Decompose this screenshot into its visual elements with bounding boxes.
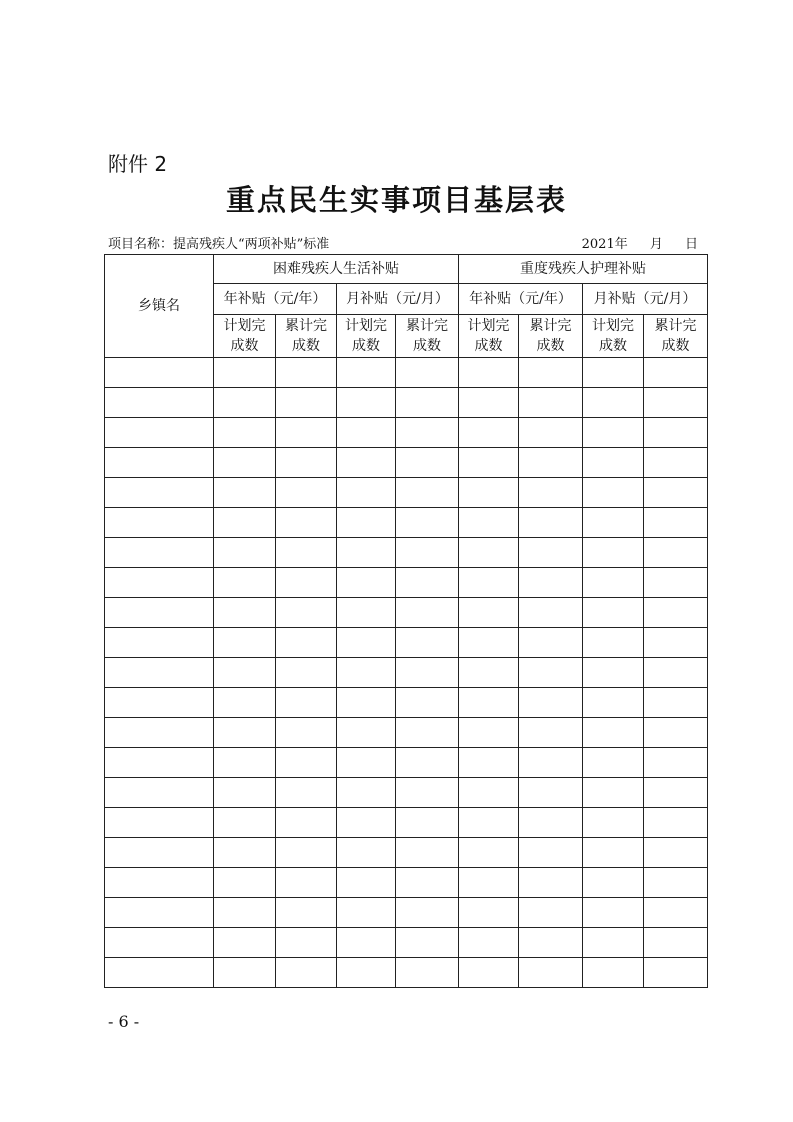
value-cell [644, 508, 708, 538]
value-cell [214, 748, 276, 778]
value-cell [459, 688, 519, 718]
value-cell [459, 748, 519, 778]
column-header: 累计完成数 [519, 315, 583, 358]
value-cell [214, 598, 276, 628]
table-row [105, 928, 708, 958]
value-cell [337, 958, 396, 988]
township-cell [105, 538, 214, 568]
value-cell [583, 508, 644, 538]
group-header-care: 重度残疾人护理补贴 [459, 255, 708, 284]
value-cell [396, 418, 459, 448]
table-row [105, 538, 708, 568]
subgroup-header: 年补贴（元/年） [459, 284, 583, 315]
value-cell [214, 478, 276, 508]
value-cell [519, 568, 583, 598]
township-cell [105, 898, 214, 928]
value-cell [337, 838, 396, 868]
value-cell [644, 718, 708, 748]
value-cell [214, 568, 276, 598]
table-row [105, 778, 708, 808]
value-cell [644, 388, 708, 418]
township-cell [105, 418, 214, 448]
value-cell [337, 508, 396, 538]
table-row [105, 628, 708, 658]
value-cell [214, 538, 276, 568]
value-cell [337, 898, 396, 928]
value-cell [583, 598, 644, 628]
value-cell [583, 778, 644, 808]
value-cell [214, 688, 276, 718]
value-cell [276, 778, 337, 808]
value-cell [459, 628, 519, 658]
value-cell [276, 718, 337, 748]
value-cell [459, 418, 519, 448]
value-cell [459, 898, 519, 928]
township-cell [105, 808, 214, 838]
value-cell [519, 718, 583, 748]
township-cell [105, 598, 214, 628]
value-cell [644, 868, 708, 898]
value-cell [214, 658, 276, 688]
value-cell [583, 538, 644, 568]
value-cell [337, 928, 396, 958]
value-cell [519, 598, 583, 628]
value-cell [276, 628, 337, 658]
value-cell [337, 658, 396, 688]
value-cell [276, 808, 337, 838]
value-cell [583, 388, 644, 418]
value-cell [337, 868, 396, 898]
value-cell [519, 658, 583, 688]
township-cell [105, 448, 214, 478]
value-cell [396, 748, 459, 778]
value-cell [396, 508, 459, 538]
value-cell [519, 628, 583, 658]
value-cell [337, 568, 396, 598]
township-cell [105, 868, 214, 898]
township-cell [105, 478, 214, 508]
township-cell [105, 658, 214, 688]
value-cell [519, 958, 583, 988]
value-cell [337, 418, 396, 448]
value-cell [214, 358, 276, 388]
table-row [105, 568, 708, 598]
value-cell [583, 658, 644, 688]
value-cell [519, 778, 583, 808]
table-row [105, 388, 708, 418]
project-name: 项目名称：提高残疾人“两项补贴”标准 [108, 237, 330, 252]
value-cell [337, 538, 396, 568]
township-cell [105, 568, 214, 598]
value-cell [459, 568, 519, 598]
value-cell [459, 778, 519, 808]
value-cell [519, 418, 583, 448]
value-cell [583, 718, 644, 748]
township-cell [105, 628, 214, 658]
value-cell [459, 838, 519, 868]
value-cell [276, 598, 337, 628]
table-row [105, 958, 708, 988]
township-header: 乡镇名 [105, 255, 214, 358]
subgroup-header: 月补贴（元/月） [583, 284, 708, 315]
value-cell [337, 388, 396, 418]
value-cell [459, 928, 519, 958]
value-cell [583, 928, 644, 958]
value-cell [276, 658, 337, 688]
value-cell [519, 808, 583, 838]
value-cell [459, 958, 519, 988]
value-cell [583, 808, 644, 838]
township-cell [105, 508, 214, 538]
page-number: - 6 - [108, 1012, 140, 1031]
value-cell [276, 928, 337, 958]
value-cell [337, 598, 396, 628]
table-row [105, 688, 708, 718]
value-cell [396, 568, 459, 598]
value-cell [337, 478, 396, 508]
value-cell [583, 478, 644, 508]
value-cell [519, 748, 583, 778]
value-cell [459, 808, 519, 838]
value-cell [396, 958, 459, 988]
table-row [105, 748, 708, 778]
value-cell [276, 688, 337, 718]
value-cell [519, 928, 583, 958]
township-cell [105, 958, 214, 988]
value-cell [396, 448, 459, 478]
value-cell [459, 598, 519, 628]
table-row [105, 838, 708, 868]
value-cell [396, 688, 459, 718]
subgroup-header: 月补贴（元/月） [337, 284, 459, 315]
value-cell [519, 898, 583, 928]
value-cell [396, 628, 459, 658]
value-cell [396, 928, 459, 958]
value-cell [583, 868, 644, 898]
value-cell [644, 808, 708, 838]
table-row [105, 868, 708, 898]
value-cell [396, 478, 459, 508]
value-cell [337, 808, 396, 838]
value-cell [396, 598, 459, 628]
value-cell [459, 388, 519, 418]
value-cell [214, 448, 276, 478]
table-row [105, 598, 708, 628]
value-cell [396, 898, 459, 928]
value-cell [644, 838, 708, 868]
value-cell [396, 808, 459, 838]
value-cell [396, 868, 459, 898]
value-cell [276, 418, 337, 448]
value-cell [214, 838, 276, 868]
table-row [105, 898, 708, 928]
value-cell [644, 358, 708, 388]
value-cell [214, 508, 276, 538]
value-cell [214, 778, 276, 808]
value-cell [214, 808, 276, 838]
document-title: 重点民生实事项目基层表 [225, 183, 567, 217]
value-cell [519, 868, 583, 898]
value-cell [214, 418, 276, 448]
value-cell [396, 718, 459, 748]
value-cell [583, 358, 644, 388]
value-cell [583, 448, 644, 478]
value-cell [519, 838, 583, 868]
table-row [105, 658, 708, 688]
report-date: 2021年 月 日 [581, 237, 698, 252]
column-header: 计划完成数 [583, 315, 644, 358]
table-row [105, 508, 708, 538]
township-cell [105, 718, 214, 748]
value-cell [337, 778, 396, 808]
value-cell [337, 718, 396, 748]
township-cell [105, 748, 214, 778]
value-cell [214, 898, 276, 928]
subgroup-header: 年补贴（元/年） [214, 284, 337, 315]
value-cell [459, 478, 519, 508]
report-table [104, 254, 708, 988]
group-header-hardship: 困难残疾人生活补贴 [214, 255, 459, 284]
value-cell [583, 418, 644, 448]
value-cell [644, 688, 708, 718]
township-cell [105, 778, 214, 808]
value-cell [644, 538, 708, 568]
value-cell [519, 388, 583, 418]
value-cell [276, 478, 337, 508]
value-cell [337, 448, 396, 478]
value-cell [583, 628, 644, 658]
value-cell [644, 928, 708, 958]
value-cell [644, 478, 708, 508]
value-cell [519, 478, 583, 508]
value-cell [583, 838, 644, 868]
value-cell [396, 658, 459, 688]
value-cell [519, 508, 583, 538]
value-cell [459, 358, 519, 388]
value-cell [519, 688, 583, 718]
value-cell [583, 898, 644, 928]
column-header: 累计完成数 [644, 315, 708, 358]
value-cell [459, 538, 519, 568]
township-cell [105, 688, 214, 718]
table-row [105, 448, 708, 478]
value-cell [276, 388, 337, 418]
table-row [105, 418, 708, 448]
value-cell [583, 748, 644, 778]
value-cell [459, 658, 519, 688]
value-cell [276, 868, 337, 898]
value-cell [337, 688, 396, 718]
column-header: 累计完成数 [396, 315, 459, 358]
value-cell [276, 748, 337, 778]
value-cell [276, 838, 337, 868]
column-header: 计划完成数 [337, 315, 396, 358]
township-cell [105, 388, 214, 418]
value-cell [644, 658, 708, 688]
value-cell [396, 778, 459, 808]
value-cell [276, 958, 337, 988]
value-cell [644, 628, 708, 658]
value-cell [396, 358, 459, 388]
value-cell [583, 688, 644, 718]
value-cell [644, 568, 708, 598]
township-cell [105, 838, 214, 868]
value-cell [644, 418, 708, 448]
table-row [105, 358, 708, 388]
value-cell [337, 748, 396, 778]
attachment-label: 附件 2 [108, 152, 168, 176]
value-cell [337, 358, 396, 388]
value-cell [519, 538, 583, 568]
table-row [105, 808, 708, 838]
value-cell [459, 508, 519, 538]
value-cell [276, 358, 337, 388]
table-row [105, 718, 708, 748]
value-cell [583, 568, 644, 598]
value-cell [214, 628, 276, 658]
value-cell [276, 568, 337, 598]
township-cell [105, 928, 214, 958]
value-cell [644, 898, 708, 928]
value-cell [644, 748, 708, 778]
value-cell [644, 958, 708, 988]
value-cell [459, 718, 519, 748]
column-header: 计划完成数 [459, 315, 519, 358]
column-header: 计划完成数 [214, 315, 276, 358]
value-cell [214, 868, 276, 898]
value-cell [459, 448, 519, 478]
value-cell [276, 448, 337, 478]
value-cell [644, 778, 708, 808]
table-row [105, 478, 708, 508]
value-cell [519, 448, 583, 478]
column-header: 累计完成数 [276, 315, 337, 358]
township-cell [105, 358, 214, 388]
value-cell [396, 838, 459, 868]
value-cell [337, 628, 396, 658]
value-cell [214, 958, 276, 988]
value-cell [644, 448, 708, 478]
value-cell [583, 958, 644, 988]
value-cell [214, 718, 276, 748]
value-cell [644, 598, 708, 628]
value-cell [214, 388, 276, 418]
value-cell [276, 898, 337, 928]
value-cell [519, 358, 583, 388]
value-cell [459, 868, 519, 898]
value-cell [396, 388, 459, 418]
value-cell [396, 538, 459, 568]
value-cell [214, 928, 276, 958]
value-cell [276, 538, 337, 568]
value-cell [276, 508, 337, 538]
